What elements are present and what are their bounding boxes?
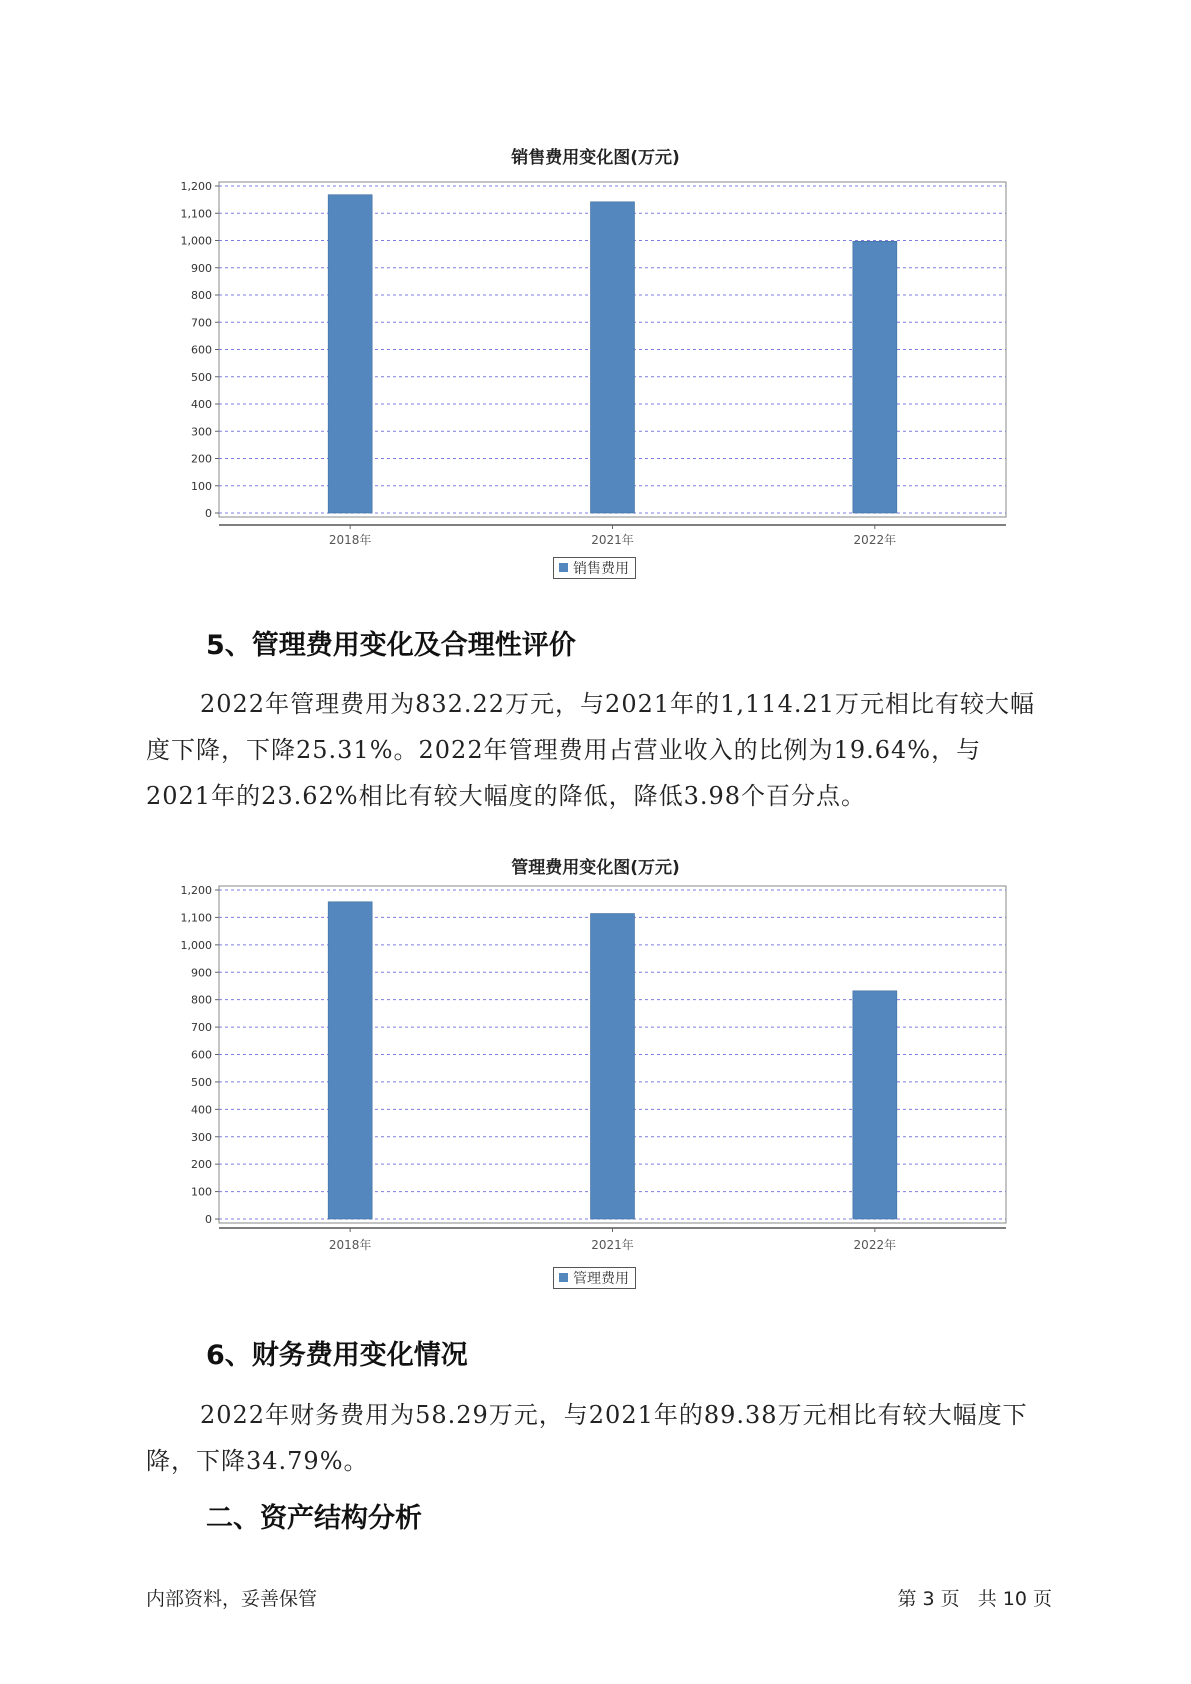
x-tick-label: 2018年 xyxy=(328,1238,372,1252)
y-tick-label: 400 xyxy=(191,398,212,411)
y-tick-label: 500 xyxy=(191,370,212,384)
section-5-heading: 5、管理费用变化及合理性评价 xyxy=(206,630,576,661)
y-tick-label: 600 xyxy=(191,1048,212,1062)
y-tick-label: 900 xyxy=(191,261,212,275)
legend-swatch-icon xyxy=(559,1273,568,1282)
y-tick-label: 200 xyxy=(191,1158,212,1172)
x-tick-label: 2022年 xyxy=(853,533,897,547)
y-tick-label: 1,200 xyxy=(180,884,212,897)
y-tick-label: 100 xyxy=(191,1185,212,1199)
chart-2-legend xyxy=(553,1267,636,1289)
y-tick-label: 300 xyxy=(191,425,212,439)
y-tick-label: 1,100 xyxy=(180,911,212,925)
y-tick-label: 600 xyxy=(191,343,212,357)
y-tick-label: 400 xyxy=(191,1103,212,1117)
y-tick-label: 500 xyxy=(191,1075,212,1089)
x-tick-label: 2021年 xyxy=(591,1238,634,1252)
x-tick-label: 2018年 xyxy=(328,533,372,547)
y-tick-label: 1,100 xyxy=(180,207,212,221)
section-6-heading: 6、财务费用变化情况 xyxy=(206,1340,468,1371)
section-2-heading: 二、资产结构分析 xyxy=(206,1503,422,1534)
y-tick-label: 800 xyxy=(191,993,212,1007)
bar-2018年 xyxy=(328,902,372,1219)
y-tick-label: 0 xyxy=(205,507,212,520)
bar-2021年 xyxy=(591,914,635,1219)
y-tick-label: 0 xyxy=(205,1213,212,1226)
chart-2-legend-label: 管理费用 xyxy=(573,1270,629,1287)
y-tick-label: 100 xyxy=(191,479,212,493)
chart-2-title: 管理费用变化图(万元) xyxy=(511,858,680,878)
y-tick-label: 1,200 xyxy=(180,180,212,193)
y-tick-label: 800 xyxy=(191,289,212,302)
chart-1-title: 销售费用变化图(万元) xyxy=(511,148,680,168)
y-tick-label: 200 xyxy=(191,452,212,466)
x-tick-label: 2022年 xyxy=(853,1238,897,1252)
chart-1-legend-label: 销售费用 xyxy=(573,560,629,577)
section-6-paragraph: 2022年财务费用为58.29万元，与2021年的89.38万元相比有较大幅度下降，下降34.79%。 xyxy=(146,1401,1028,1475)
y-tick-label: 300 xyxy=(191,1130,212,1144)
y-tick-label: 700 xyxy=(191,316,212,330)
bar-2022年 xyxy=(853,991,897,1219)
x-tick-label: 2021年 xyxy=(591,533,634,547)
y-tick-label: 1,000 xyxy=(180,234,212,248)
section-5-paragraph: 2022年管理费用为832.22万元，与2021年的1,114.21万元相比有较大幅度下降，下降25.31%。2022年管理费用占营业收入的比例为19.64%，与2021年的23.62%相比有较大幅度的降低，降低3.98个百分点。 xyxy=(146,690,1036,810)
y-tick-label: 1,000 xyxy=(180,938,212,952)
footer-confidential: 内部资料，妥善保管 xyxy=(146,1588,318,1610)
footer-page-number: 第 3 页 共 10 页 xyxy=(897,1588,1052,1610)
y-tick-label: 700 xyxy=(191,1021,212,1035)
y-tick-label: 900 xyxy=(191,966,212,980)
